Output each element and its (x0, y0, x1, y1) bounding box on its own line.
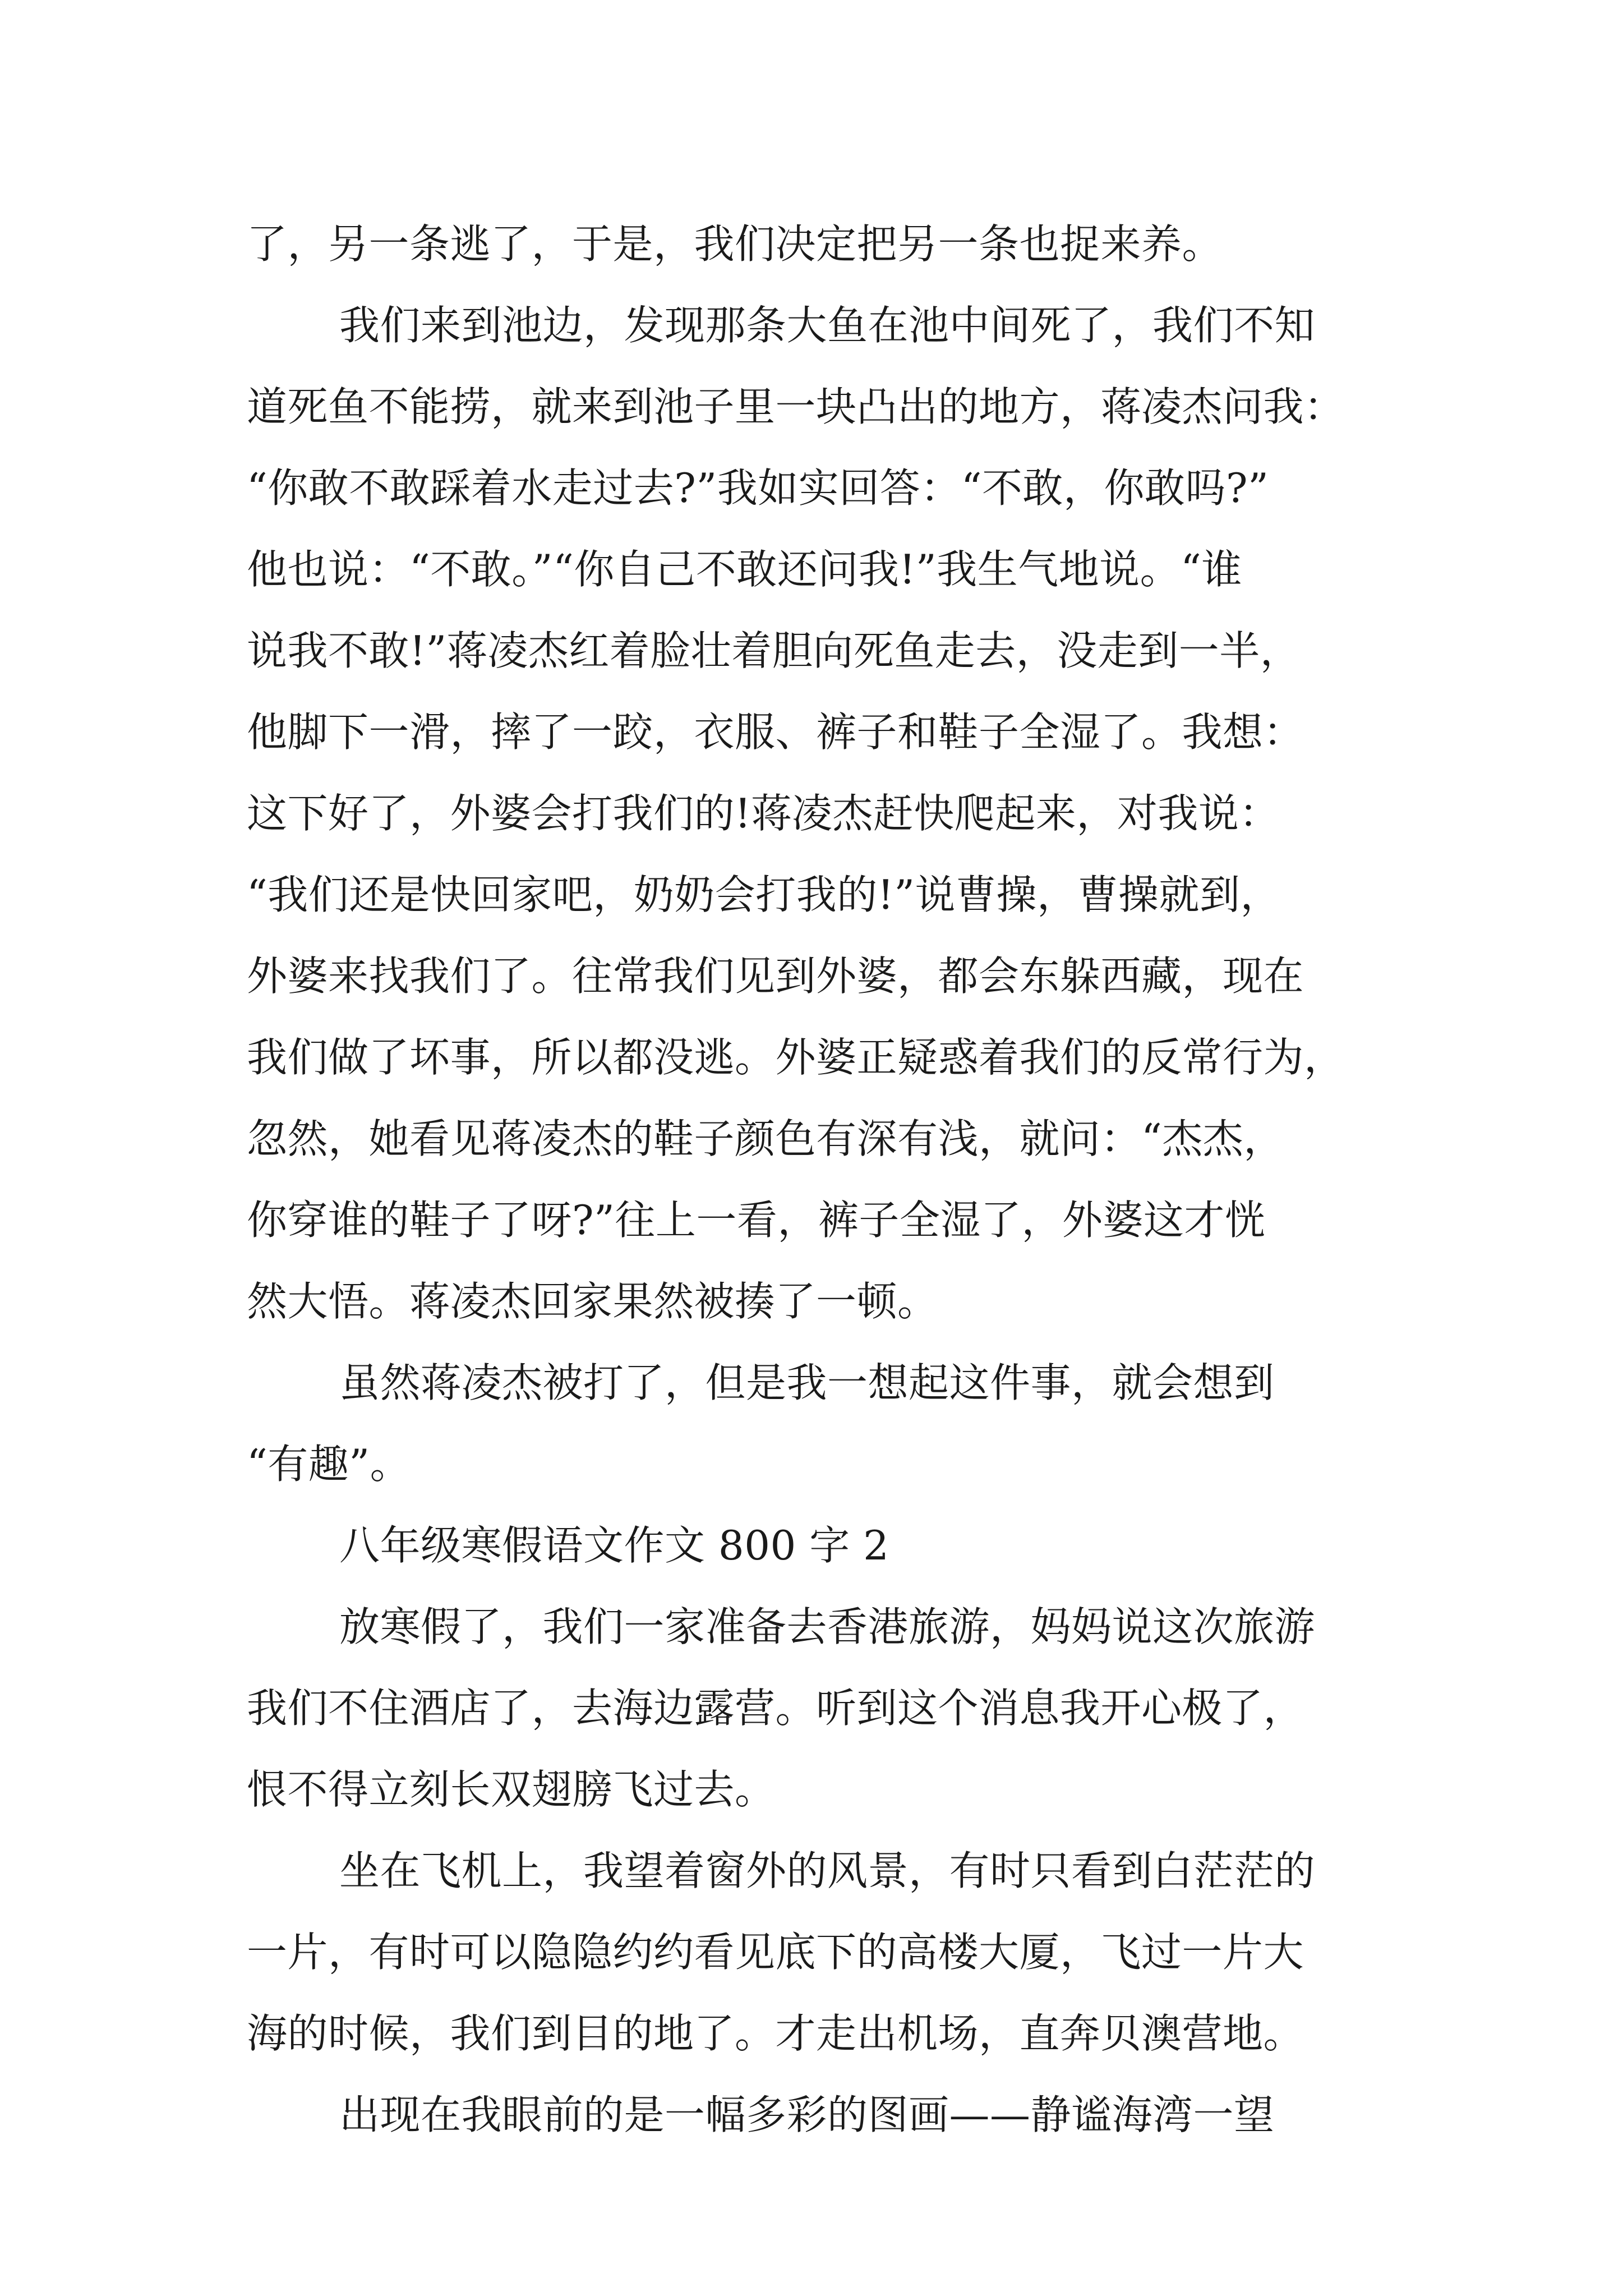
text-line-content: 海的时候，我们到目的地了。才走出机场，直奔贝澳营地。 (247, 2010, 1304, 2057)
text-line-content: 恨不得立刻长双翅膀飞过去。 (247, 1766, 776, 1813)
text-line-content: 坐在飞机上，我望着窗外的风景，有时只看到白茫茫的 (339, 1847, 1316, 1894)
text-line-content: 他脚下一滑，摔了一跤，衣服、裤子和鞋子全湿了。我想： (247, 708, 1304, 756)
text-line-content: 我们做了坏事，所以都没逃。外婆正疑惑着我们的反常行为， (247, 1034, 1345, 1081)
text-line-content: 出现在我眼前的是一幅多彩的图画——静谧海湾一望 (339, 2091, 1275, 2138)
text-line-content: 虽然蒋凌杰被打了，但是我一想起这件事，就会想到 (339, 1359, 1275, 1406)
text-line-content: “你敢不敢踩着水走过去?”我如实回答：“不敢，你敢吗?” (247, 464, 1269, 512)
text-line-content: 忽然，她看见蒋凌杰的鞋子颜色有深有浅，就问：“杰杰， (247, 1115, 1284, 1162)
section-heading-text: 八年级寒假语文作文 800 字 2 (339, 1522, 889, 1569)
text-line-content: 说我不敢!”蒋凌杰红着脸壮着胆向死鱼走去，没走到一半， (247, 627, 1301, 674)
text-line-content: 我们不住酒店了，去海边露营。听到这个消息我开心极了， (247, 1685, 1304, 1732)
text-line-content: 我们来到池边，发现那条大鱼在池中间死了，我们不知 (339, 302, 1316, 349)
text-line-content: “有趣”。 (247, 1441, 411, 1488)
text-line-content: 他也说：“不敢。”“你自己不敢还问我!”我生气地说。“谁 (247, 546, 1242, 593)
text-line-content: 了，另一条逃了，于是，我们决定把另一条也捉来养。 (247, 220, 1223, 268)
text-line-content: 道死鱼不能捞，就来到池子里一块凸出的地方，蒋凌杰问我： (247, 383, 1345, 430)
text-line-content: 放寒假了，我们一家准备去香港旅游，妈妈说这次旅游 (339, 1603, 1316, 1650)
text-line-content: “我们还是快回家吧，奶奶会打我的!”说曹操，曹操就到， (247, 871, 1281, 918)
text-line-content: 这下好了，外婆会打我们的!蒋凌杰赶快爬起来，对我说： (247, 790, 1280, 837)
text-line-content: 一片，有时可以隐隐约约看见底下的高楼大厦，飞过一片大 (247, 1929, 1304, 1976)
text-line-content: 外婆来找我们了。往常我们见到外婆，都会东躲西藏，现在 (247, 953, 1304, 1000)
text-line-content: 你穿谁的鞋子了呀?”往上一看，裤子全湿了，外婆这才恍 (247, 1197, 1266, 1244)
text-line-content: 然大悟。蒋凌杰回家果然被揍了一顿。 (247, 1278, 938, 1325)
